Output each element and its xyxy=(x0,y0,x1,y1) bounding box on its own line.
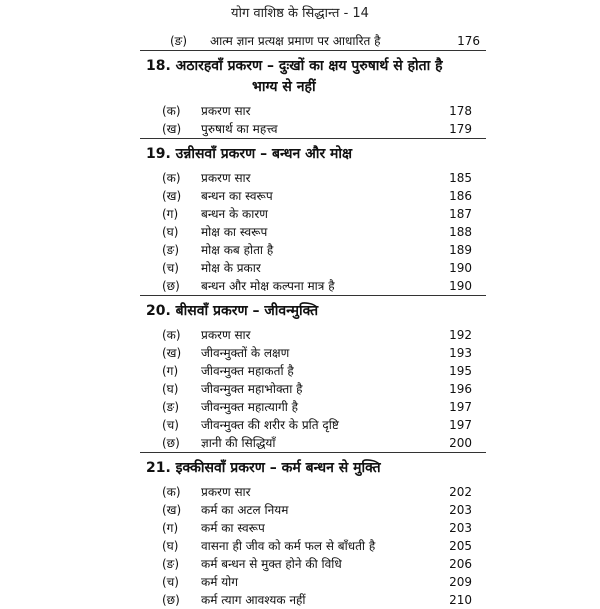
entry-page-number: 195 xyxy=(449,364,472,378)
toc-entry xyxy=(0,169,600,187)
entry-title: पुरुषार्थ का महत्त्व xyxy=(201,122,278,136)
entry-label: (ख) xyxy=(162,189,182,203)
toc-entry xyxy=(0,416,600,434)
running-head: योग वाशिष्ठ के सिद्धान्त - 14 xyxy=(231,6,369,21)
toc-entry xyxy=(0,187,600,205)
entry-page-number: 203 xyxy=(449,521,472,535)
entry-label: (क) xyxy=(162,104,181,118)
entry-page-number: 200 xyxy=(449,436,472,450)
entry-page-number: 203 xyxy=(449,503,472,517)
entry-label: (ख) xyxy=(162,503,182,517)
section-divider xyxy=(140,50,486,51)
entry-label: (च) xyxy=(162,261,179,275)
chapter-heading-text: 21. इक्कीसवाँ प्रकरण – कर्म बन्धन से मुक्ति xyxy=(146,460,381,476)
toc-entry xyxy=(0,555,600,573)
toc-entry xyxy=(0,259,600,277)
toc-entry xyxy=(0,362,600,380)
section-divider xyxy=(140,452,486,453)
chapter-list xyxy=(0,56,600,609)
section-divider xyxy=(140,295,486,296)
entry-page-number: 188 xyxy=(449,225,472,239)
chapter-heading-continuation: भाग्य से नहीं xyxy=(252,79,316,95)
entry-title: प्रकरण सार xyxy=(201,104,251,118)
chapter-heading-text: 18. अठारहवाँ प्रकरण – दुःखों का क्षय पुरुषार्थ से होता है xyxy=(146,58,443,74)
entry-title: प्रकरण सार xyxy=(201,328,251,342)
entry-label: (ङ) xyxy=(162,400,180,414)
section-divider xyxy=(140,138,486,139)
toc-entry xyxy=(0,326,600,344)
entry-title: जीवन्मुक्त की शरीर के प्रति दृष्टि xyxy=(201,418,339,432)
chapter-section xyxy=(0,56,600,139)
toc-entry xyxy=(0,537,600,555)
entry-page-number: 190 xyxy=(449,279,472,293)
chapter-heading xyxy=(0,301,476,322)
entry-title: कर्म का अटल नियम xyxy=(201,503,289,517)
entry-label: (छ) xyxy=(162,593,180,607)
chapter-heading xyxy=(0,458,476,479)
toc-entry xyxy=(0,32,600,50)
entry-label: (च) xyxy=(162,575,179,589)
entry-page-number: 178 xyxy=(449,104,472,118)
entry-title: जीवन्मुक्त महाभोक्ता है xyxy=(201,382,303,396)
entry-label: (ङ) xyxy=(170,34,188,48)
entry-page-number: 197 xyxy=(449,418,472,432)
entry-label: (क) xyxy=(162,171,181,185)
entry-page-number: 186 xyxy=(449,189,472,203)
entry-page-number: 176 xyxy=(457,34,480,48)
entry-title: कर्म का स्वरूप xyxy=(201,521,265,535)
chapter-heading-text: 19. उन्नीसवाँ प्रकरण – बन्धन और मोक्ष xyxy=(146,146,353,162)
entry-title: आत्म ज्ञान प्रत्यक्ष प्रमाण पर आधारित है xyxy=(210,34,381,48)
entry-page-number: 190 xyxy=(449,261,472,275)
entry-label: (ग) xyxy=(162,521,179,535)
entry-page-number: 189 xyxy=(449,243,472,257)
entry-page-number: 206 xyxy=(449,557,472,571)
toc-entry xyxy=(0,398,600,416)
entry-title: कर्म बन्धन से मुक्त होने की विधि xyxy=(201,557,342,571)
entry-page-number: 202 xyxy=(449,485,472,499)
entry-title: मोक्ष के प्रकार xyxy=(201,261,261,275)
entry-title: वासना ही जीव को कर्म फल से बाँधती है xyxy=(201,539,376,553)
entry-label: (घ) xyxy=(162,382,179,396)
entry-label: (ग) xyxy=(162,207,179,221)
toc-entry xyxy=(0,501,600,519)
entry-page-number: 192 xyxy=(449,328,472,342)
toc-entry xyxy=(0,223,600,241)
entry-page-number: 193 xyxy=(449,346,472,360)
entry-title: जीवन्मुक्त महाकर्ता है xyxy=(201,364,294,378)
toc-entry xyxy=(0,519,600,537)
entry-label: (च) xyxy=(162,418,179,432)
toc-entry xyxy=(0,380,600,398)
entry-page-number: 210 xyxy=(449,593,472,607)
chapter-heading-text: 20. बीसवाँ प्रकरण – जीवन्मुक्ति xyxy=(146,303,319,319)
entry-page-number: 187 xyxy=(449,207,472,221)
toc-entry xyxy=(0,120,600,138)
entry-label: (ङ) xyxy=(162,243,180,257)
entry-page-number: 185 xyxy=(449,171,472,185)
chapter-heading xyxy=(0,144,476,165)
toc-entry xyxy=(0,434,600,452)
entry-label: (घ) xyxy=(162,539,179,553)
entry-page-number: 209 xyxy=(449,575,472,589)
entry-label: (ग) xyxy=(162,364,179,378)
entry-label: (क) xyxy=(162,485,181,499)
entry-title: प्रकरण सार xyxy=(201,485,251,499)
chapter-section xyxy=(0,301,600,453)
entry-label: (ख) xyxy=(162,346,182,360)
entry-title: कर्म त्याग आवश्यक नहीं xyxy=(201,593,306,607)
entry-page-number: 197 xyxy=(449,400,472,414)
chapter-section xyxy=(0,458,600,609)
entry-title: प्रकरण सार xyxy=(201,171,251,185)
entry-page-number: 196 xyxy=(449,382,472,396)
toc-entry xyxy=(0,591,600,609)
entry-title: बन्धन के कारण xyxy=(201,207,268,221)
toc-entry xyxy=(0,205,600,223)
entry-title: मोक्ष का स्वरूप xyxy=(201,225,268,239)
toc-entry xyxy=(0,241,600,259)
toc-entry xyxy=(0,102,600,120)
toc-entry xyxy=(0,483,600,501)
entry-title: कर्म योग xyxy=(201,575,239,589)
entry-label: (ख) xyxy=(162,122,182,136)
toc-entry xyxy=(0,277,600,295)
table-of-contents xyxy=(0,32,600,609)
toc-entry xyxy=(0,344,600,362)
toc-entry xyxy=(0,573,600,591)
entry-title: मोक्ष कब होता है xyxy=(201,243,274,257)
entry-label: (क) xyxy=(162,328,181,342)
entry-title: बन्धन और मोक्ष कल्पना मात्र है xyxy=(201,279,335,293)
entry-title: जीवन्मुक्तों के लक्षण xyxy=(201,346,290,360)
entry-title: जीवन्मुक्त महात्यागी है xyxy=(201,400,299,414)
entry-title: बन्धन का स्वरूप xyxy=(201,189,273,203)
entry-label: (घ) xyxy=(162,225,179,239)
chapter-section xyxy=(0,144,600,296)
entry-label: (छ) xyxy=(162,279,180,293)
entry-label: (छ) xyxy=(162,436,180,450)
entry-page-number: 205 xyxy=(449,539,472,553)
entry-title: ज्ञानी की सिद्धियाँ xyxy=(201,436,276,450)
entry-page-number: 179 xyxy=(449,122,472,136)
entry-label: (ङ) xyxy=(162,557,180,571)
chapter-heading xyxy=(0,56,476,98)
